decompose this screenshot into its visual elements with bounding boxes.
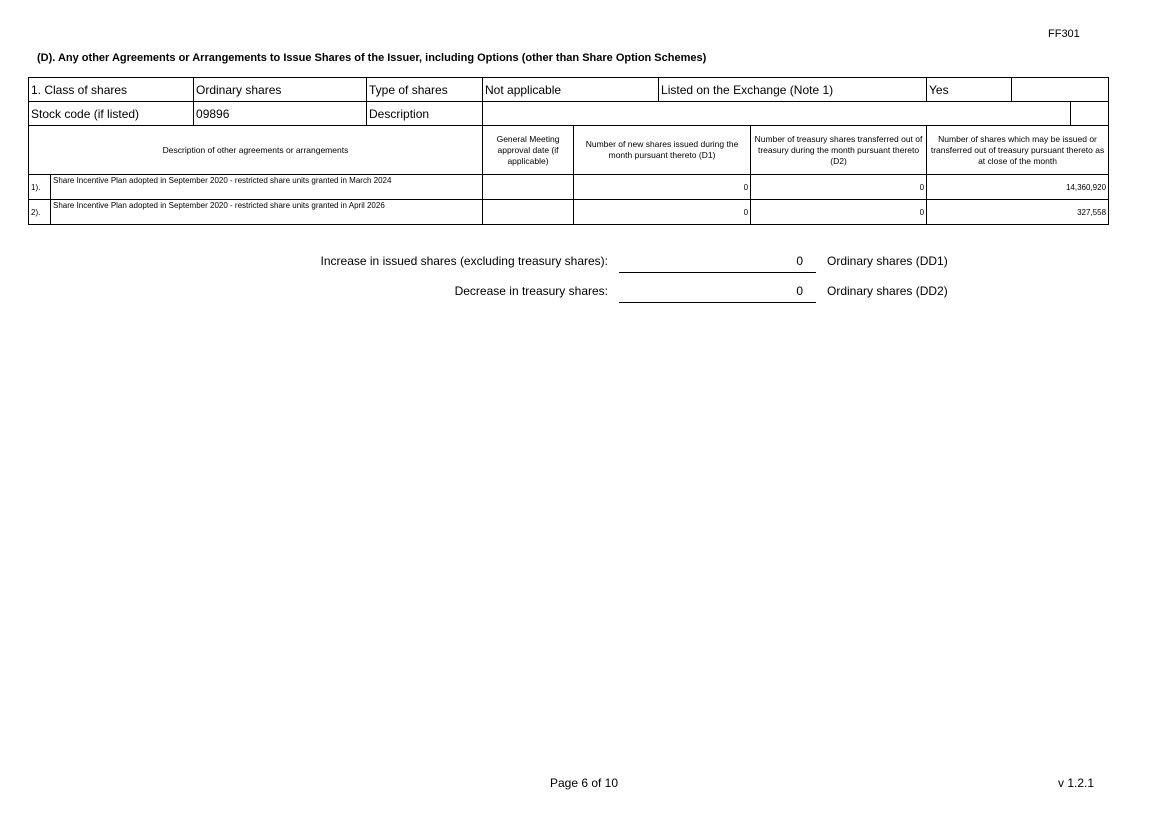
listed-blank xyxy=(1012,78,1109,102)
row-approval-date xyxy=(483,200,574,225)
row-index: 1). xyxy=(29,175,51,200)
row-d2: 0 xyxy=(751,175,927,200)
description-value xyxy=(483,102,1071,126)
class-label: 1. Class of shares xyxy=(29,78,194,102)
row-d2: 0 xyxy=(751,200,927,225)
class-value: Ordinary shares xyxy=(194,78,367,102)
table-row xyxy=(29,200,1109,225)
stock-code-label: Stock code (if listed) xyxy=(29,102,194,126)
increase-value: 0 xyxy=(619,254,816,273)
header-new-shares: Number of new shares issued during the month pursuant thereto (D1) xyxy=(574,126,751,175)
stock-code-value: 09896 xyxy=(194,102,367,126)
version-label: v 1.2.1 xyxy=(1058,776,1095,790)
form-code: FF301 xyxy=(1048,28,1080,40)
header-description: Description of other agreements or arrangements xyxy=(29,126,483,175)
row-d1: 0 xyxy=(574,200,751,225)
description-blank xyxy=(1071,102,1109,126)
row-remaining: 327,558 xyxy=(927,200,1109,225)
increase-label: Increase in issued shares (excluding treasury shares): xyxy=(320,254,608,268)
row-approval-date xyxy=(483,175,574,200)
header-approval-date: General Meeting approval date (if applicable) xyxy=(483,126,574,175)
row-remaining: 14,360,920 xyxy=(927,175,1109,200)
row-description: Share Incentive Plan adopted in September 2020 - restricted share units granted in March 2024 xyxy=(51,175,483,200)
header-treasury-transferred: Number of treasury shares transferred out of treasury during the month pursuant thereto (D2) xyxy=(751,126,927,175)
class-row xyxy=(29,78,1109,102)
stock-code-row xyxy=(29,102,1109,126)
listed-value: Yes xyxy=(927,78,1012,102)
type-label: Type of shares xyxy=(367,78,483,102)
header-row xyxy=(29,126,1109,175)
type-value: Not applicable xyxy=(483,78,659,102)
row-d1: 0 xyxy=(574,175,751,200)
decrease-unit: Ordinary shares (DD2) xyxy=(827,284,948,298)
decrease-value: 0 xyxy=(619,284,816,303)
row-index: 2). xyxy=(29,200,51,225)
table-row xyxy=(29,175,1109,200)
header-may-be-issued: Number of shares which may be issued or transferred out of treasury pursuant thereto as at close of the month xyxy=(927,126,1109,175)
increase-unit: Ordinary shares (DD1) xyxy=(827,254,948,268)
page-number: Page 6 of 10 xyxy=(549,776,619,790)
section-title: (D). Any other Agreements or Arrangements to Issue Shares of the Issuer, including Options (other than Share Option Schemes) xyxy=(37,52,707,64)
description-label: Description xyxy=(367,102,483,126)
row-description: Share Incentive Plan adopted in September 2020 - restricted share units granted in April 2026 xyxy=(51,200,483,225)
decrease-label: Decrease in treasury shares: xyxy=(454,284,608,298)
listed-label: Listed on the Exchange (Note 1) xyxy=(659,78,927,102)
agreements-table xyxy=(28,77,1109,225)
